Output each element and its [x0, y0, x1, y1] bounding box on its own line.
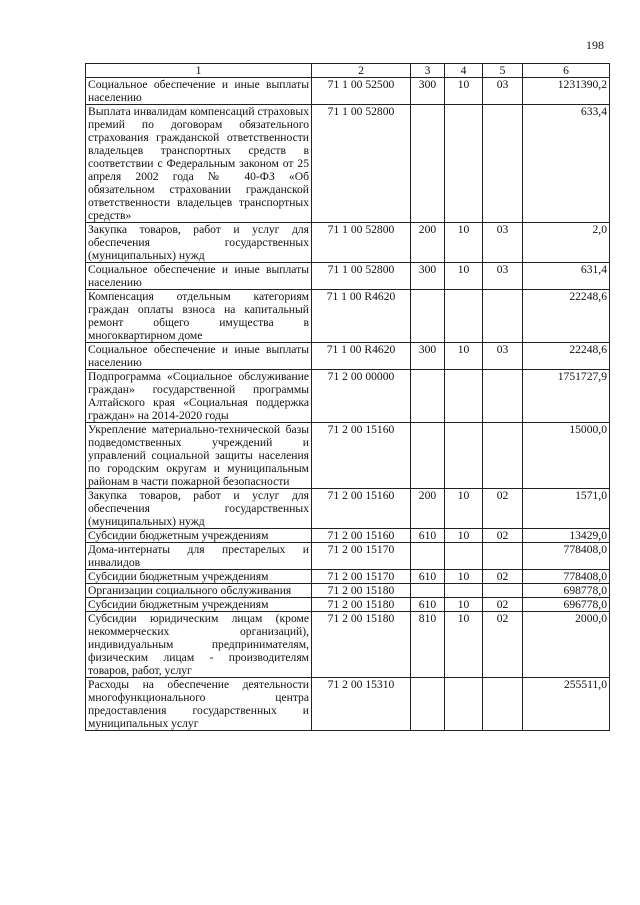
expense-name-cell: Субсидии юридическим лицам (кроме некоммерческих организаций), индивидуальным предпринимателям, физическим лицам - производителям товаров, работ, услуг [86, 612, 312, 678]
subsection-cell [483, 678, 523, 731]
expense-type-cell [411, 543, 445, 570]
amount-cell: 1231390,2 [523, 78, 610, 105]
expense-name-cell: Подпрограмма «Социальное обслуживание граждан» государственной программы Алтайского края «Социальная поддержка граждан» на 2014-2020 годы [86, 370, 312, 423]
expense-name-cell: Социальное обеспечение и иные выплаты населению [86, 78, 312, 105]
section-cell [445, 105, 483, 223]
header-cell: 6 [523, 64, 610, 78]
subsection-cell [483, 423, 523, 489]
section-cell [445, 543, 483, 570]
expense-type-cell: 610 [411, 570, 445, 584]
target-code-cell: 71 2 00 15160 [312, 489, 411, 529]
expense-name-cell: Закупка товаров, работ и услуг для обеспечения государственных (муниципальных) нужд [86, 489, 312, 529]
expense-type-cell [411, 105, 445, 223]
subsection-cell [483, 543, 523, 570]
target-code-cell: 71 1 00 52800 [312, 105, 411, 223]
subsection-cell: 02 [483, 489, 523, 529]
expense-type-cell [411, 423, 445, 489]
expense-type-cell: 300 [411, 343, 445, 370]
table-row [86, 223, 610, 263]
target-code-cell: 71 2 00 00000 [312, 370, 411, 423]
section-cell: 10 [445, 223, 483, 263]
section-cell [445, 678, 483, 731]
table-row [86, 290, 610, 343]
header-cell: 3 [411, 64, 445, 78]
expense-type-cell: 610 [411, 529, 445, 543]
table-row [86, 343, 610, 370]
header-cell: 1 [86, 64, 312, 78]
subsection-cell: 02 [483, 612, 523, 678]
expense-type-cell: 300 [411, 263, 445, 290]
amount-cell: 22248,6 [523, 290, 610, 343]
target-code-cell: 71 2 00 15160 [312, 423, 411, 489]
section-cell [445, 290, 483, 343]
amount-cell: 778408,0 [523, 543, 610, 570]
subsection-cell: 03 [483, 263, 523, 290]
amount-cell: 633,4 [523, 105, 610, 223]
budget-table [85, 63, 610, 731]
target-code-cell: 71 1 00 52800 [312, 223, 411, 263]
section-cell [445, 370, 483, 423]
table-row [86, 423, 610, 489]
subsection-cell: 02 [483, 570, 523, 584]
amount-cell: 13429,0 [523, 529, 610, 543]
amount-cell: 15000,0 [523, 423, 610, 489]
section-cell [445, 423, 483, 489]
expense-name-cell: Компенсация отдельным категориям граждан оплаты взноса на капитальный ремонт общего имущества в многоквартирном доме [86, 290, 312, 343]
expense-name-cell: Субсидии бюджетным учреждениям [86, 598, 312, 612]
table-row [86, 543, 610, 570]
subsection-cell [483, 105, 523, 223]
table-row [86, 678, 610, 731]
section-cell: 10 [445, 529, 483, 543]
expense-type-cell [411, 370, 445, 423]
table-header-row [86, 64, 610, 78]
target-code-cell: 71 1 00 R4620 [312, 290, 411, 343]
amount-cell: 2,0 [523, 223, 610, 263]
subsection-cell: 03 [483, 223, 523, 263]
header-cell: 4 [445, 64, 483, 78]
amount-cell: 255511,0 [523, 678, 610, 731]
target-code-cell: 71 2 00 15180 [312, 612, 411, 678]
expense-type-cell [411, 584, 445, 598]
target-code-cell: 71 2 00 15160 [312, 529, 411, 543]
table-row [86, 598, 610, 612]
expense-name-cell: Социальное обеспечение и иные выплаты населению [86, 343, 312, 370]
expense-type-cell [411, 678, 445, 731]
table-row [86, 78, 610, 105]
section-cell: 10 [445, 570, 483, 584]
amount-cell: 22248,6 [523, 343, 610, 370]
table-row [86, 263, 610, 290]
expense-name-cell: Субсидии бюджетным учреждениям [86, 529, 312, 543]
expense-name-cell: Выплата инвалидам компенсаций страховых премий по договорам обязательного страхования гражданской ответственности владельцев транспортных средств в соответствии с Федеральным законом от 25 апреля 2002 года № 40-ФЗ «Об обязательном страховании гражданской ответственности владельцев транспортных средств» [86, 105, 312, 223]
table-row [86, 612, 610, 678]
expense-type-cell: 810 [411, 612, 445, 678]
table-row [86, 489, 610, 529]
subsection-cell [483, 584, 523, 598]
table-row [86, 529, 610, 543]
header-cell: 2 [312, 64, 411, 78]
target-code-cell: 71 2 00 15180 [312, 584, 411, 598]
subsection-cell: 02 [483, 598, 523, 612]
amount-cell: 1751727,9 [523, 370, 610, 423]
header-cell: 5 [483, 64, 523, 78]
amount-cell: 1571,0 [523, 489, 610, 529]
section-cell: 10 [445, 489, 483, 529]
target-code-cell: 71 2 00 15310 [312, 678, 411, 731]
table-body [86, 78, 610, 731]
section-cell [445, 584, 483, 598]
table-row [86, 370, 610, 423]
table-row [86, 584, 610, 598]
section-cell: 10 [445, 263, 483, 290]
expense-name-cell: Укрепление материально-технической базы подведомственных учреждений и управлений социальной защиты населения по городским округам и муниципальным районам в части пожарной безопасности [86, 423, 312, 489]
expense-type-cell [411, 290, 445, 343]
amount-cell: 631,4 [523, 263, 610, 290]
table-row [86, 570, 610, 584]
subsection-cell: 03 [483, 78, 523, 105]
expense-type-cell: 300 [411, 78, 445, 105]
section-cell: 10 [445, 612, 483, 678]
target-code-cell: 71 2 00 15180 [312, 598, 411, 612]
target-code-cell: 71 2 00 15170 [312, 570, 411, 584]
section-cell: 10 [445, 598, 483, 612]
amount-cell: 778408,0 [523, 570, 610, 584]
expense-type-cell: 610 [411, 598, 445, 612]
subsection-cell: 03 [483, 343, 523, 370]
amount-cell: 2000,0 [523, 612, 610, 678]
page-number: 198 [586, 38, 604, 52]
expense-type-cell: 200 [411, 223, 445, 263]
target-code-cell: 71 1 00 52500 [312, 78, 411, 105]
section-cell: 10 [445, 343, 483, 370]
expense-name-cell: Дома-интернаты для престарелых и инвалидов [86, 543, 312, 570]
target-code-cell: 71 1 00 52800 [312, 263, 411, 290]
target-code-cell: 71 2 00 15170 [312, 543, 411, 570]
target-code-cell: 71 1 00 R4620 [312, 343, 411, 370]
amount-cell: 698778,0 [523, 584, 610, 598]
expense-name-cell: Организации социального обслуживания [86, 584, 312, 598]
expense-name-cell: Расходы на обеспечение деятельности многофункционального центра предоставления государственных и муниципальных услуг [86, 678, 312, 731]
subsection-cell: 02 [483, 529, 523, 543]
amount-cell: 696778,0 [523, 598, 610, 612]
expense-name-cell: Закупка товаров, работ и услуг для обеспечения государственных (муниципальных) нужд [86, 223, 312, 263]
subsection-cell [483, 370, 523, 423]
table-row [86, 105, 610, 223]
expense-type-cell: 200 [411, 489, 445, 529]
expense-name-cell: Субсидии бюджетным учреждениям [86, 570, 312, 584]
section-cell: 10 [445, 78, 483, 105]
subsection-cell [483, 290, 523, 343]
expense-name-cell: Социальное обеспечение и иные выплаты населению [86, 263, 312, 290]
